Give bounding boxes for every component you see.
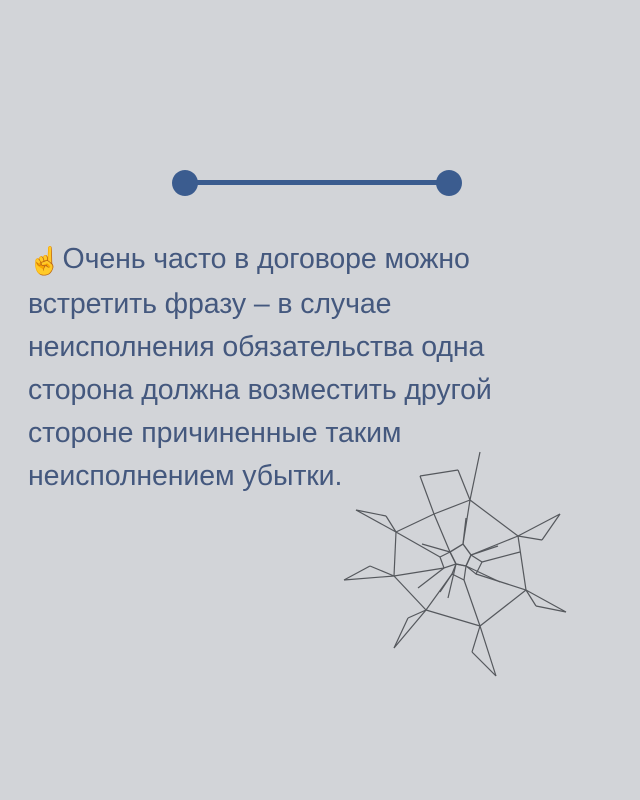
pointing-hand-icon: ☝: [28, 246, 62, 276]
dumbbell-divider: [172, 168, 462, 198]
divider-bar: [186, 180, 448, 185]
divider-dot-right: [436, 170, 462, 196]
cracked-glass-illustration: [330, 440, 580, 690]
body-text: Очень часто в договоре можно встретить фразу – в случае неисполнения обязательства одна сторона должна возместить другой стороне причиненные таким неисполнением убытки.: [28, 243, 492, 492]
